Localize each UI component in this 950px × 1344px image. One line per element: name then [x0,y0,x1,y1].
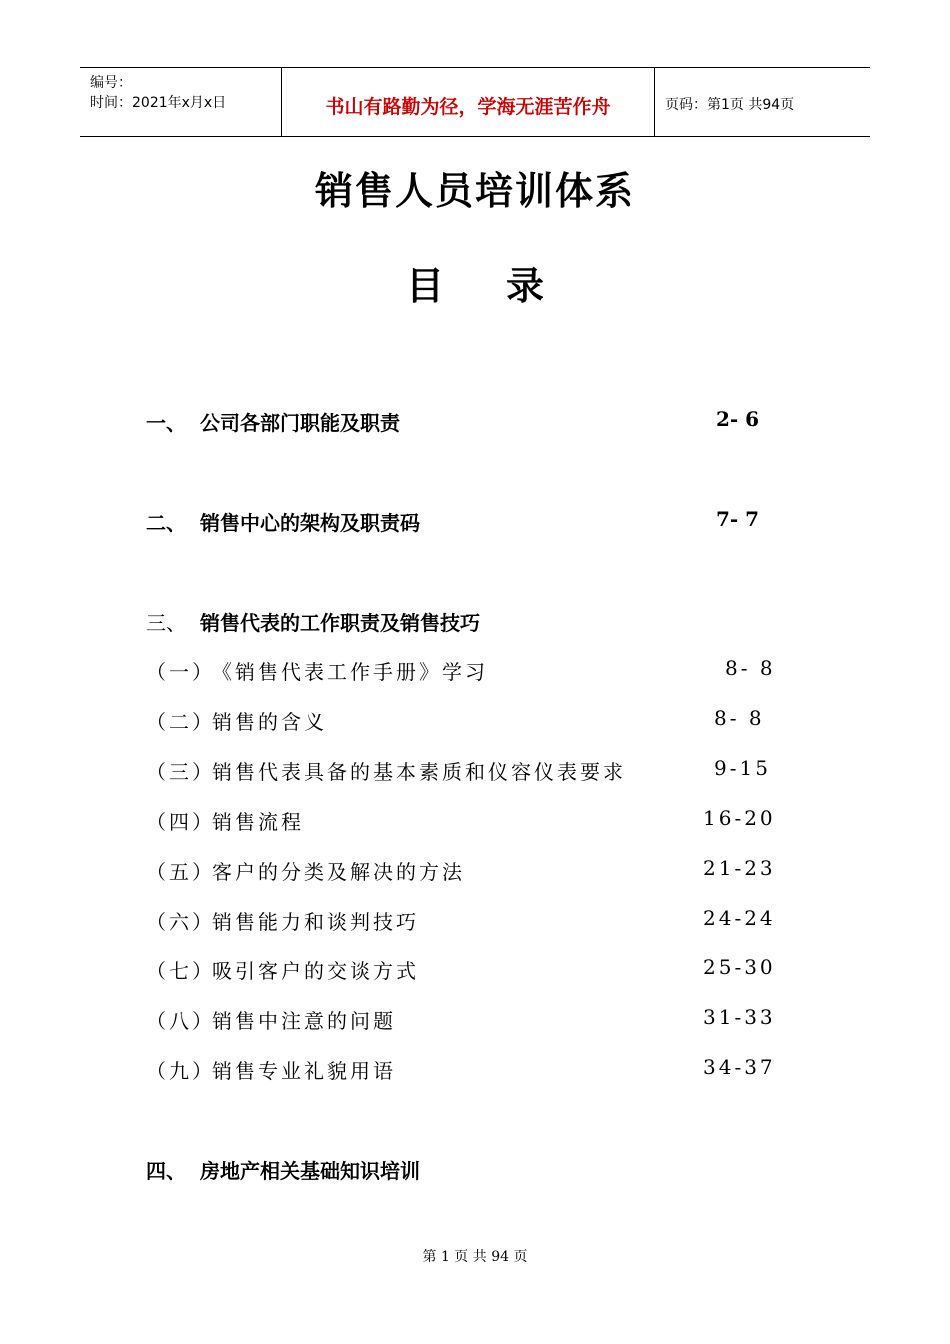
toc-entry [0,906,950,936]
toc-entry-number: （四） [146,810,215,834]
toc-entry-number: 二、 [146,511,186,535]
toc-entry-text: 《销售代表工作手册》学习 [212,660,488,684]
header-page-info: 页码：第1页 共94页 [665,97,795,113]
toc-entry-text: 销售代表的工作职责及销售技巧 [200,611,480,635]
toc-entry [0,607,950,637]
toc-entry-number: （二） [146,710,215,734]
toc-entry [0,507,950,537]
doc-number-label: 编号： [90,75,132,91]
toc-entry-range: 16-20 [703,806,776,830]
toc-entry-number: （八） [146,1009,215,1033]
toc-entry-text: 房地产相关基础知识培训 [200,1159,420,1183]
toc-entry-range: 8- 8 [725,656,776,680]
toc-entry-text: 吸引客户的交谈方式 [212,959,419,983]
toc-entry-text: 公司各部门职能及职责 [200,411,400,435]
toc-entry [0,1005,950,1035]
toc-entry-text: 销售中心的架构及职责码 [200,511,420,535]
toc-entry-text: 销售代表具备的基本素质和仪容仪表要求 [212,760,626,784]
toc-entry-range: 7- 7 [716,507,760,531]
doc-time-label: 时间：2021年x月x日 [90,95,227,111]
toc-entry-number: （七） [146,959,215,983]
header-motto-cell [282,68,655,136]
toc-entry [0,656,950,686]
toc-entry-number: （九） [146,1059,215,1083]
toc-entry-range: 2- 6 [716,407,760,431]
toc-entry-text: 销售中注意的问题 [212,1009,396,1033]
document-title: 销售人员培训体系 [314,168,635,213]
toc-entry [0,1155,950,1185]
toc-entry-number: （三） [146,760,215,784]
toc-entry [0,806,950,836]
toc-entry-text: 销售流程 [212,810,304,834]
toc-entry-number: （一） [146,660,215,684]
toc-entry-number: 四、 [146,1159,186,1183]
toc-entry-range: 24-24 [703,906,776,930]
toc-entry [0,1055,950,1085]
toc-entry-number: （五） [146,860,215,884]
toc-entry-text: 客户的分类及解决的方法 [212,860,465,884]
page-footer: 第 1 页 共 94 页 [422,1249,528,1265]
toc-entry-number: （六） [146,910,215,934]
header-page-cell [655,68,870,136]
header-meta-cell [80,68,282,136]
toc-entry-range: 25-30 [703,955,776,979]
toc-entry [0,407,950,437]
toc-entry [0,856,950,886]
toc-entry-range: 21-23 [703,856,776,880]
toc-entry-text: 销售专业礼貌用语 [212,1059,396,1083]
toc-entry [0,756,950,786]
toc-entry-range: 34-37 [703,1055,776,1079]
page-header [80,67,870,137]
toc-title-char-2: 录 [506,263,545,308]
toc-entry-number: 一、 [146,411,186,435]
toc-title-char-1: 目 [405,263,444,308]
toc-entry [0,955,950,985]
toc-entry-text: 销售能力和谈判技巧 [212,910,419,934]
header-motto: 书山有路勤为径，学海无涯苦作舟 [325,96,611,118]
toc-entry-number: 三、 [146,611,186,635]
toc-entry-range: 31-33 [703,1005,776,1029]
toc-entry-range: 9-15 [714,756,771,780]
toc-entry [0,706,950,736]
toc-title [0,255,950,310]
toc-entry-text: 销售的含义 [212,710,327,734]
toc-entry-range: 8- 8 [714,706,765,730]
